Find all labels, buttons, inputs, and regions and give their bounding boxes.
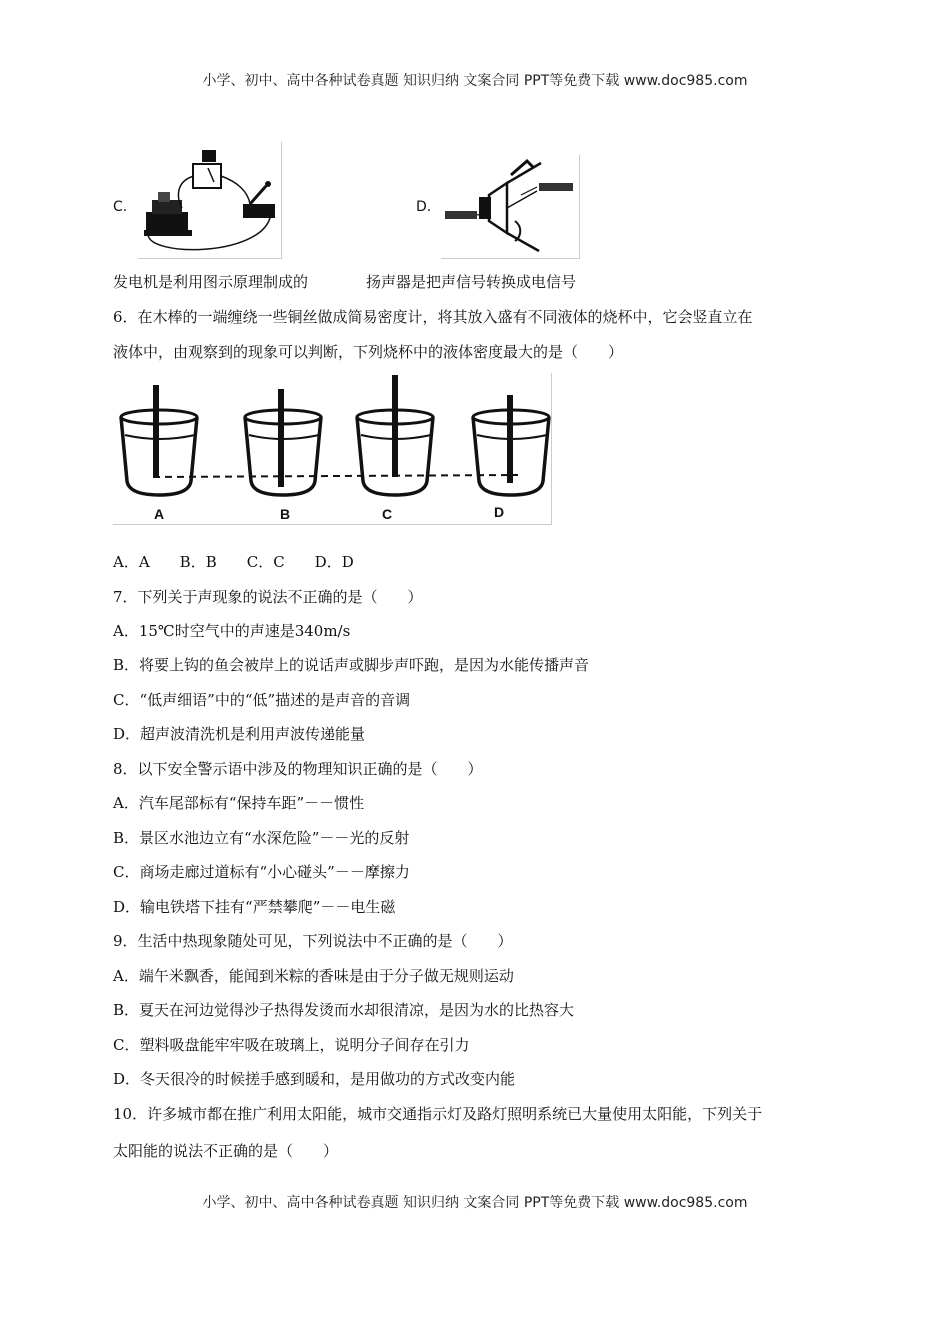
q5-caption-c: 发电机是利用图示原理制成的 — [113, 273, 309, 291]
beaker-label-a: A — [153, 506, 165, 522]
beaker-label-d: D — [493, 504, 505, 520]
q5-generator-figure — [138, 142, 282, 259]
page-footer: 小学、初中、高中各种试卷真题 知识归纳 文案合同 PPT等免费下载 www.doc985.com — [202, 1195, 748, 1211]
q8-stem: 8．以下安全警示语中涉及的物理知识正确的是（ ） — [113, 760, 483, 778]
beaker-b — [245, 389, 321, 495]
q6-stem-line2: 液体中，由观察到的现象可以判断，下列烧杯中的液体密度最大的是（ ） — [113, 343, 624, 361]
q9-option-b: B．夏天在河边觉得沙子热得发烫而水却很清凉，是因为水的比热容大 — [113, 1001, 575, 1019]
q8-option-c: C．商场走廊过道标有“小心碰头”－－摩擦力 — [113, 863, 410, 881]
q5-option-c-label: C. — [113, 199, 128, 215]
q10-stem-line2: 太阳能的说法不正确的是（ ） — [113, 1142, 339, 1160]
q8-option-a: A．汽车尾部标有“保持车距”－－惯性 — [113, 794, 365, 812]
q7-option-c: C．“低声细语”中的“低”描述的是声音的音调 — [113, 691, 411, 709]
beaker-d — [473, 395, 549, 495]
q8-option-b: B．景区水池边立有“水深危险”－－光的反射 — [113, 829, 410, 847]
beaker-label-b: B — [279, 506, 291, 522]
q7-option-b: B．将要上钩的鱼会被岸上的说话声或脚步声吓跑，是因为水能传播声音 — [113, 656, 590, 674]
q6-beakers-figure — [113, 373, 552, 525]
q5-speaker-figure — [441, 155, 580, 259]
q8-option-d: D．输电铁塔下挂有“严禁攀爬”－－电生磁 — [113, 898, 396, 916]
q5-option-d-label: D. — [416, 199, 432, 215]
q10-stem-line1: 10．许多城市都在推广利用太阳能，城市交通指示灯及路灯照明系统已大量使用太阳能，下列关于 — [113, 1105, 763, 1123]
q6-stem-line1: 6．在木棒的一端缠绕一些铜丝做成简易密度计，将其放入盛有不同液体的烧杯中，它会竖直立在 — [113, 308, 753, 326]
q9-option-c: C．塑料吸盘能牢牢吸在玻璃上，说明分子间存在引力 — [113, 1036, 470, 1054]
q9-option-a: A．端午米飘香，能闻到米粽的香味是由于分子做无规则运动 — [113, 967, 514, 985]
q9-option-d: D．冬天很冷的时候搓手感到暖和，是用做功的方式改变内能 — [113, 1070, 516, 1088]
q7-option-a: A．15℃时空气中的声速是340m/s — [113, 622, 351, 640]
q7-stem: 7．下列关于声现象的说法不正确的是（ ） — [113, 588, 423, 606]
q5-caption-d: 扬声器是把声信号转换成电信号 — [366, 273, 577, 291]
page-header: 小学、初中、高中各种试卷真题 知识归纳 文案合同 PPT等免费下载 www.doc985.com — [202, 73, 748, 89]
q9-stem: 9．生活中热现象随处可见，下列说法中不正确的是（ ） — [113, 932, 513, 950]
beaker-label-c: C — [381, 506, 393, 522]
beaker-a — [121, 385, 197, 495]
beaker-c — [357, 375, 433, 495]
q6-options: A．A B．B C．C D．D — [113, 553, 354, 571]
q7-option-d: D．超声波清洗机是利用声波传递能量 — [113, 725, 366, 743]
